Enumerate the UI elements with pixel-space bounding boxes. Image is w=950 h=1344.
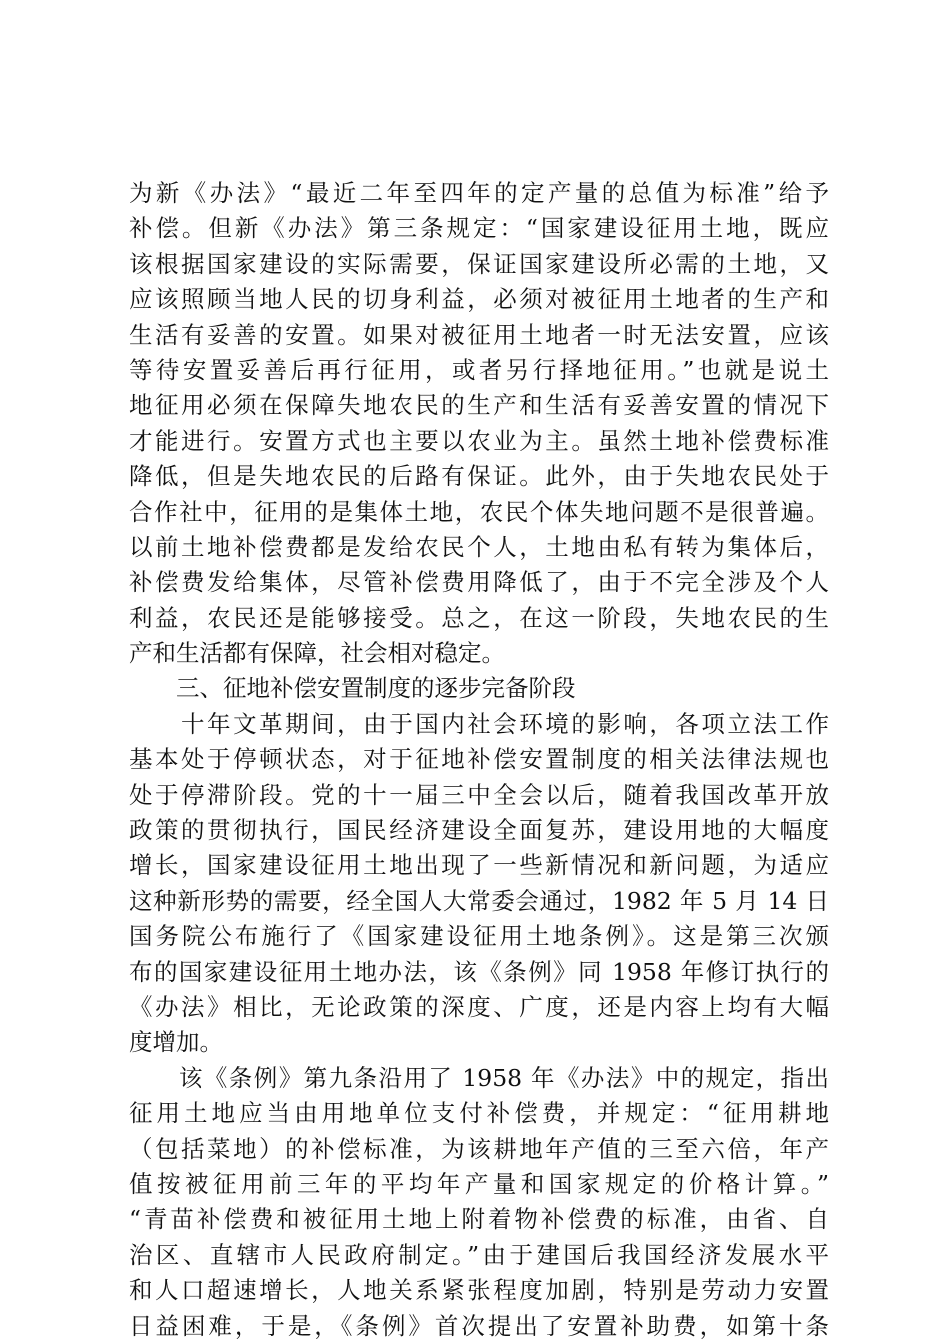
text-line: 产和生活都有保障，社会相对稳定。: [129, 639, 505, 668]
text-line: 布的国家建设征用土地办法，该《条例》同 1958 年修订执行的: [129, 957, 829, 986]
text-line: 应该照顾当地人民的切身利益，必须对被征用土地者的生产和: [129, 285, 829, 314]
text-line: 治区、直辖市人民政府制定。”由于建国后我国经济发展水平: [129, 1240, 829, 1269]
text-line: 该根据国家建设的实际需要，保证国家建设所必需的土地，又: [129, 249, 829, 278]
text-line: 该《条例》第九条沿用了 1958 年《办法》中的规定，指出: [129, 1063, 829, 1092]
text-line: 国务院公布施行了《国家建设征用土地条例》。这是第三次颁: [129, 922, 829, 951]
text-line: 处于停滞阶段。党的十一届三中全会以后，随着我国改革开放: [129, 780, 829, 809]
text-line: 基本处于停顿状态，对于征地补偿安置制度的相关法律法规也: [129, 745, 829, 774]
section-heading: 三、征地补偿安置制度的逐步完备阶段: [129, 674, 576, 703]
document-body: [129, 176, 829, 1344]
text-line: 十年文革期间，由于国内社会环境的影响，各项立法工作: [129, 709, 829, 738]
text-line: “青苗补偿费和被征用土地上附着物补偿费的标准，由省、自: [129, 1205, 829, 1234]
text-line: 补偿费发给集体，尽管补偿费用降低了，由于不完全涉及个人: [129, 568, 829, 597]
text-line: 等待安置妥善后再行征用，或者另行择地征用。”也就是说土: [129, 355, 829, 384]
text-line: 补偿。但新《办法》第三条规定：“国家建设征用土地，既应: [129, 214, 829, 243]
text-line: （包括菜地）的补偿标准，为该耕地年产值的三至六倍，年产: [129, 1134, 829, 1163]
text-line: 政策的贯彻执行，国民经济建设全面复苏，建设用地的大幅度: [129, 816, 829, 845]
text-line: 增长，国家建设征用土地出现了一些新情况和新问题，为适应: [129, 851, 829, 880]
text-line: 这种新形势的需要，经全国人大常委会通过，1982 年 5 月 14 日: [129, 886, 829, 915]
text-line: 地征用必须在保障失地农民的生产和生活有妥善安置的情况下: [129, 391, 829, 420]
text-line: 降低，但是失地农民的后路有保证。此外，由于失地农民处于: [129, 462, 829, 491]
text-line: 征用土地应当由用地单位支付补偿费，并规定：“征用耕地: [129, 1099, 829, 1128]
text-line: 《办法》相比，无论政策的深度、广度，还是内容上均有大幅: [129, 992, 829, 1021]
text-line: 以前土地补偿费都是发给农民个人，土地由私有转为集体后，: [129, 532, 829, 561]
text-line: 度增加。: [129, 1028, 223, 1057]
text-line: 利益，农民还是能够接受。总之，在这一阶段，失地农民的生: [129, 603, 829, 632]
text-line: 值按被征用前三年的平均年产量和国家规定的价格计算。”: [129, 1169, 829, 1198]
text-line: 才能进行。安置方式也主要以农业为主。虽然土地补偿费标准: [129, 426, 829, 455]
text-line: 合作社中，征用的是集体土地，农民个体失地问题不是很普遍。: [129, 497, 829, 526]
text-line: 为新《办法》“最近二年至四年的定产量的总值为标准”给予: [129, 179, 829, 207]
text-line: 日益困难，于是，《条例》首次提出了安置补助费，如第十条: [129, 1311, 829, 1340]
text-line: 和人口超速增长，人地关系紧张程度加剧，特别是劳动力安置: [129, 1276, 829, 1305]
text-line: 生活有妥善的安置。如果对被征用土地者一时无法安置，应该: [129, 320, 829, 349]
